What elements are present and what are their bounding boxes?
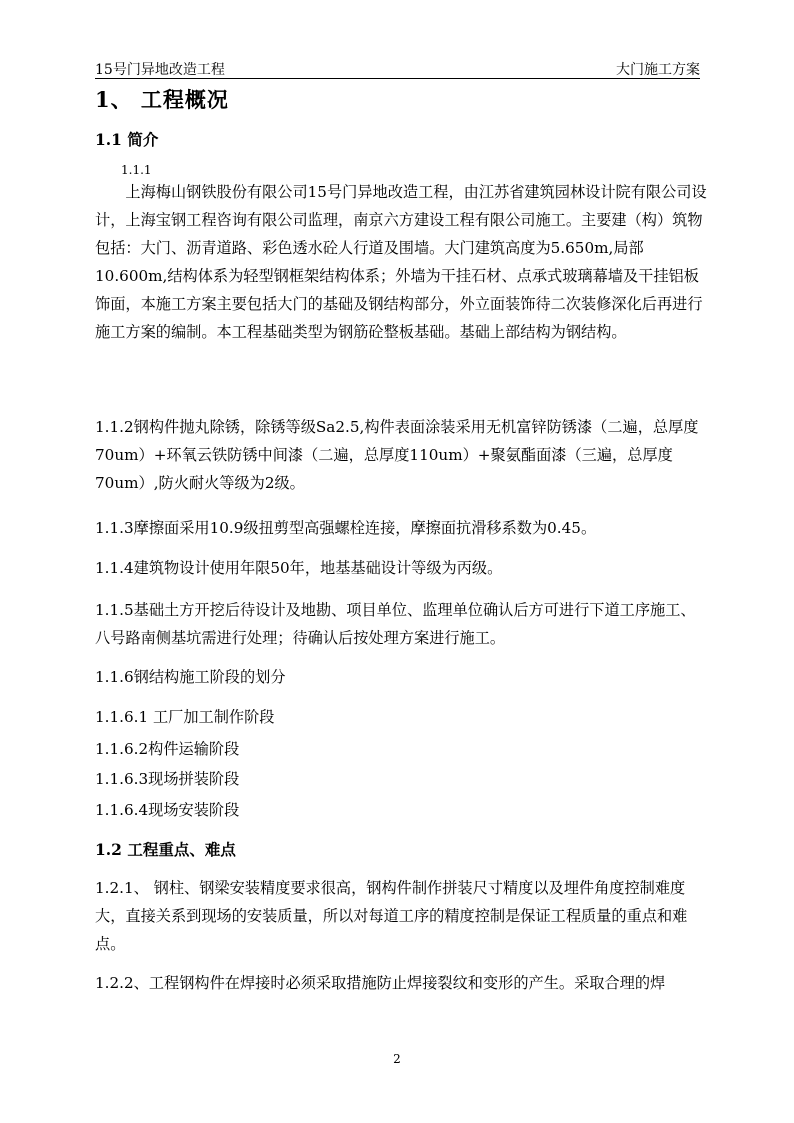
paragraph-1-1-2: 1.1.2钢构件抛丸除锈，除锈等级Sa2.5,构件表面涂装采用无机富锌防锈漆（二遍，总厚度70um）+环氧云铁防锈中间漆（二遍，总厚度110um）+聚氨酯面漆（三遍，总厚度70um）,防火耐火等级为2级。 — [95, 418, 699, 492]
subsection-title-key-points: 1.2 工程重点、难点 — [95, 840, 236, 859]
paragraph-1-1-6-4: 1.1.6.4现场安装阶段 — [95, 801, 240, 819]
paragraph-1-1-5: 1.1.5基础土方开挖后待设计及地勘、项目单位、监理单位确认后方可进行下道工序施工、八号路南侧基坑需进行处理；待确认后按处理方案进行施工。 — [95, 601, 696, 647]
header-project-name: 15号门异地改造工程 — [95, 62, 225, 78]
header-document-title: 大门施工方案 — [616, 62, 700, 78]
paragraph-1-1-1: 上海梅山钢铁股份有限公司15号门异地改造工程，由江苏省建筑园林设计院有限公司设计，上海宝钢工程咨询有限公司监理，南京六方建设工程有限公司施工。主要建（构）筑物包括：大门、沥青道路、彩色透水砼人行道及围墙。大门建筑高度为5.650m,局部10.600m,结构体系为轻型钢框架结构体系；外墙为干挂石材、点承式玻璃幕墙及干挂铝板饰面，本施工方案主要包括大门的基础及钢结构部分，外立面装饰待二次装修深化后再进行施工方案的编制。本工程基础类型为钢筋砼整板基础。基础上部结构为钢结构。 — [95, 183, 707, 341]
page-number: 2 — [393, 1052, 401, 1066]
section-title: 1、 工程概况 — [95, 87, 229, 112]
paragraph-1-1-3: 1.1.3摩擦面采用10.9级扭剪型高强螺栓连接，摩擦面抗滑移系数为0.45。 — [95, 519, 597, 537]
page-header — [95, 56, 700, 79]
subsection-title-intro: 1.1 简介 — [95, 130, 159, 149]
paragraph-1-2-1: 1.2.1、 钢柱、钢梁安装精度要求很高，钢构件制作拼装尺寸精度以及埋件角度控制难度大，直接关系到现场的安装质量，所以对每道工序的精度控制是保证工程质量的重点和难点。 — [95, 879, 688, 953]
paragraph-1-2-2: 1.2.2、工程钢构件在焊接时必须采取措施防止焊接裂纹和变形的产生。采取合理的焊 — [95, 974, 666, 992]
paragraph-1-1-6-3: 1.1.6.3现场拼装阶段 — [95, 770, 240, 788]
paragraph-1-1-6: 1.1.6钢结构施工阶段的划分 — [95, 668, 286, 686]
paragraph-1-1-4: 1.1.4建筑物设计使用年限50年，地基基础设计等级为丙级。 — [95, 559, 503, 577]
paragraph-1-1-6-2: 1.1.6.2构件运输阶段 — [95, 740, 240, 758]
paragraph-1-1-6-1: 1.1.6.1 工厂加工制作阶段 — [95, 708, 275, 726]
clause-number-1-1-1: 1.1.1 — [121, 163, 152, 177]
